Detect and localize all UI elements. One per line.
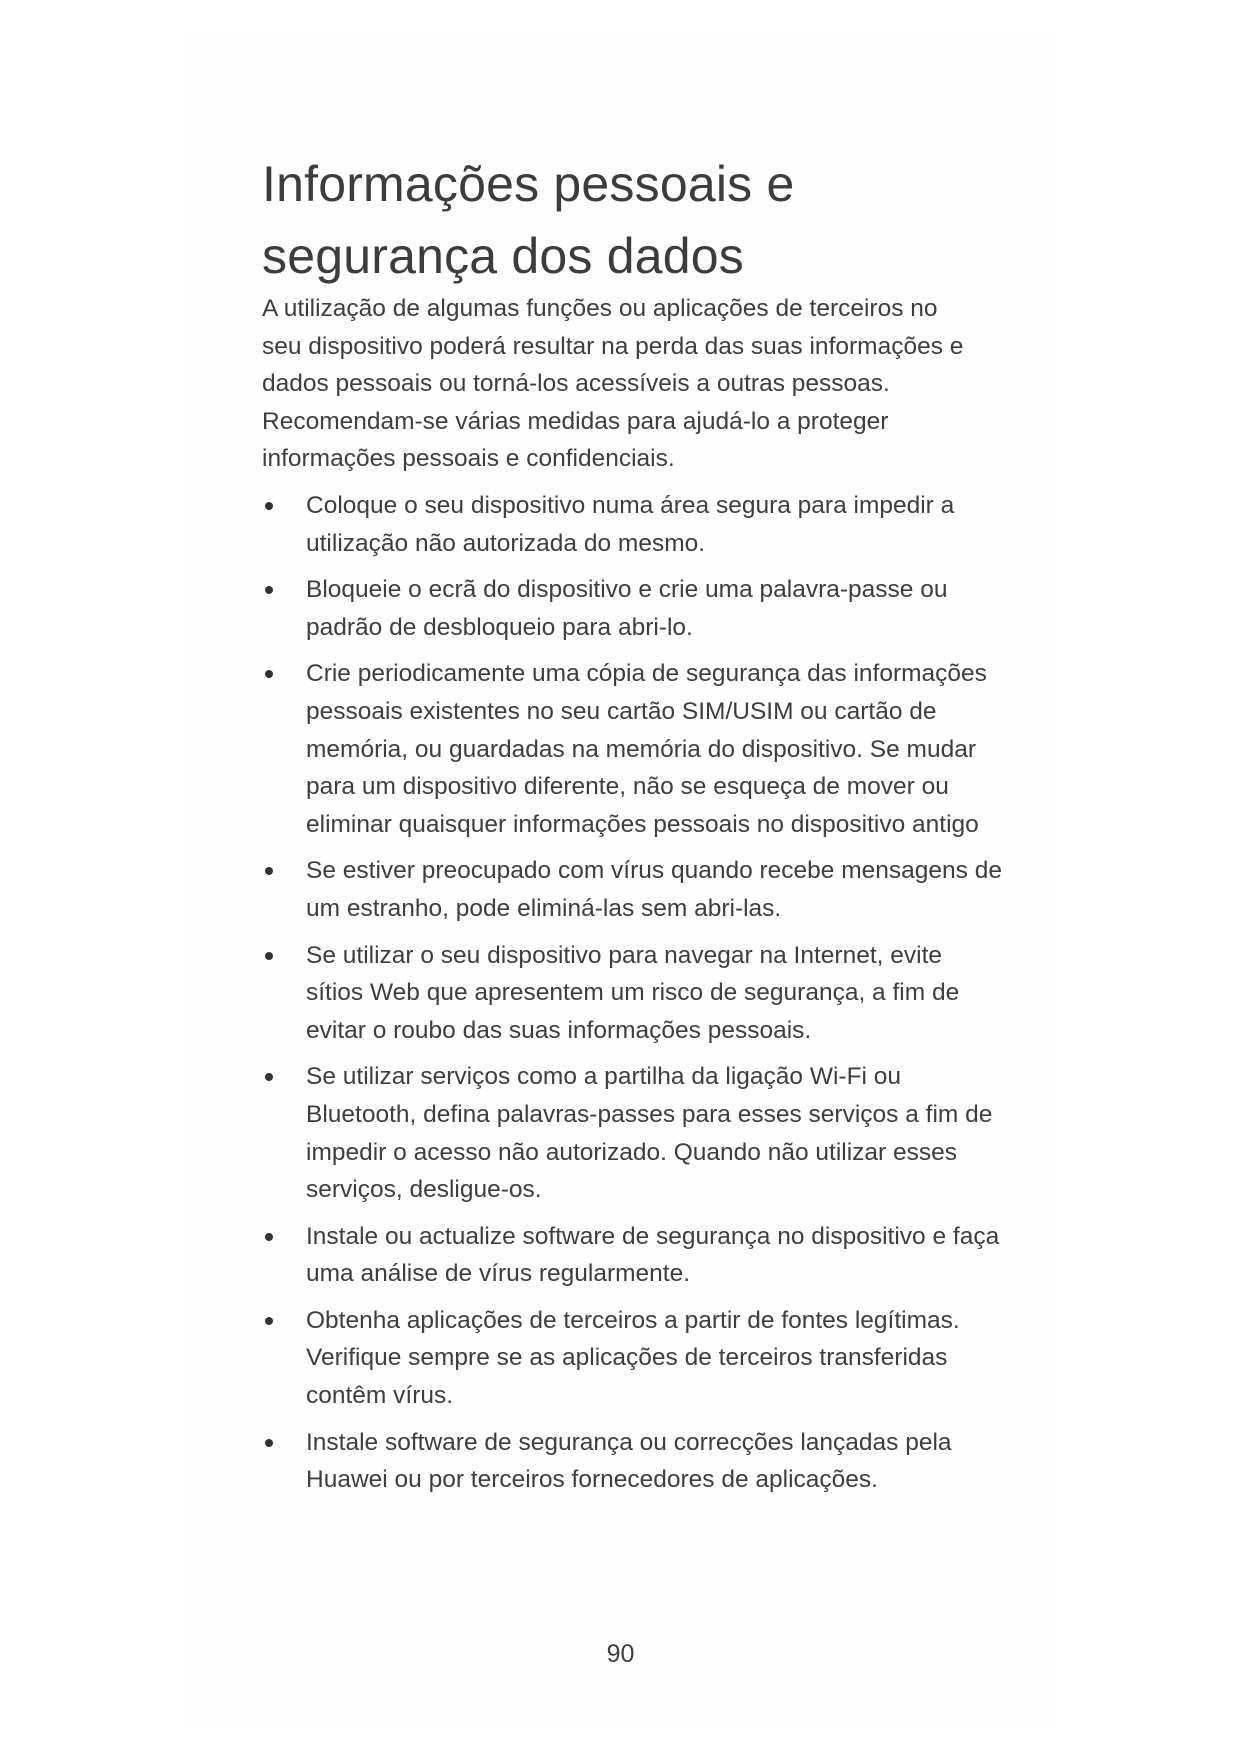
list-item xyxy=(262,487,1002,562)
page-number: 90 xyxy=(606,1640,635,1668)
bullet-icon xyxy=(265,502,273,510)
list-item xyxy=(262,1424,1002,1499)
bullet-icon xyxy=(265,586,273,594)
list-item-text: Se estiver preocupado com vírus quando recebe mensagens de um estranho, pode eliminá-las sem abri-las. xyxy=(306,857,1002,922)
page-title: Informações pessoais e segurança dos dados xyxy=(262,156,795,284)
bullet-icon xyxy=(265,1439,273,1447)
list-item xyxy=(262,1058,1002,1208)
bullet-icon xyxy=(265,952,273,960)
list-item-text: Se utilizar serviços como a partilha da ligação Wi-Fi ou Bluetooth, defina palavras-passes para esses serviços a fim de impedir o acesso não autorizado. Quando não utilizar esses serviços, desligue-os. xyxy=(306,1063,993,1204)
bullet-icon xyxy=(265,670,273,678)
list-item-text: Instale software de segurança ou correcções lançadas pela Huawei ou por terceiros fornecedores de aplicações. xyxy=(306,1428,952,1494)
list-item-text: Se utilizar o seu dispositivo para navegar na Internet, evite sítios Web que apresentem um risco de segurança, a fim de evitar o roubo das suas informações pessoais. xyxy=(306,941,960,1044)
list-item-text: Obtenha aplicações de terceiros a partir de fontes legítimas. Verifique sempre se as aplicações de terceiros transferidas contêm vírus. xyxy=(306,1306,960,1410)
bullet-icon xyxy=(265,1233,273,1241)
list-item xyxy=(262,1218,1002,1293)
list-item xyxy=(262,937,1002,1050)
bullet-icon xyxy=(265,1073,273,1081)
list-item-text: Instale ou actualize software de segurança no dispositivo e faça uma análise de vírus regularmente. xyxy=(306,1222,1000,1288)
list-item xyxy=(262,1302,1002,1415)
list-item xyxy=(262,571,1002,646)
list-item-text: Crie periodicamente uma cópia de segurança das informações pessoais existentes no seu cartão SIM/USIM ou cartão de memória, ou guardadas na memória do dispositivo. Se mudar para um dispositivo diferente, não se esqueça de mover ou eliminar quaisquer informações pessoais no dispositivo antigo xyxy=(306,660,987,838)
list-item xyxy=(262,852,1002,927)
security-tips-list xyxy=(262,487,1002,1508)
list-item-text: Coloque o seu dispositivo numa área segura para impedir a utilização não autorizada do mesmo. xyxy=(306,492,955,557)
bullet-icon xyxy=(265,867,273,875)
intro-paragraph: A utilização de algumas funções ou aplicações de terceiros no seu dispositivo poderá resultar na perda das suas informações e dados pessoais ou torná-los acessíveis a outras pessoas. Recomendam-se várias medidas para ajudá-lo a proteger informações pessoais e confidenciais. xyxy=(262,295,964,473)
bullet-icon xyxy=(265,1317,273,1325)
list-item xyxy=(262,655,1002,843)
list-item-text: Bloqueie o ecrã do dispositivo e crie uma palavra-passe ou padrão de desbloqueio para abri-lo. xyxy=(306,576,948,641)
